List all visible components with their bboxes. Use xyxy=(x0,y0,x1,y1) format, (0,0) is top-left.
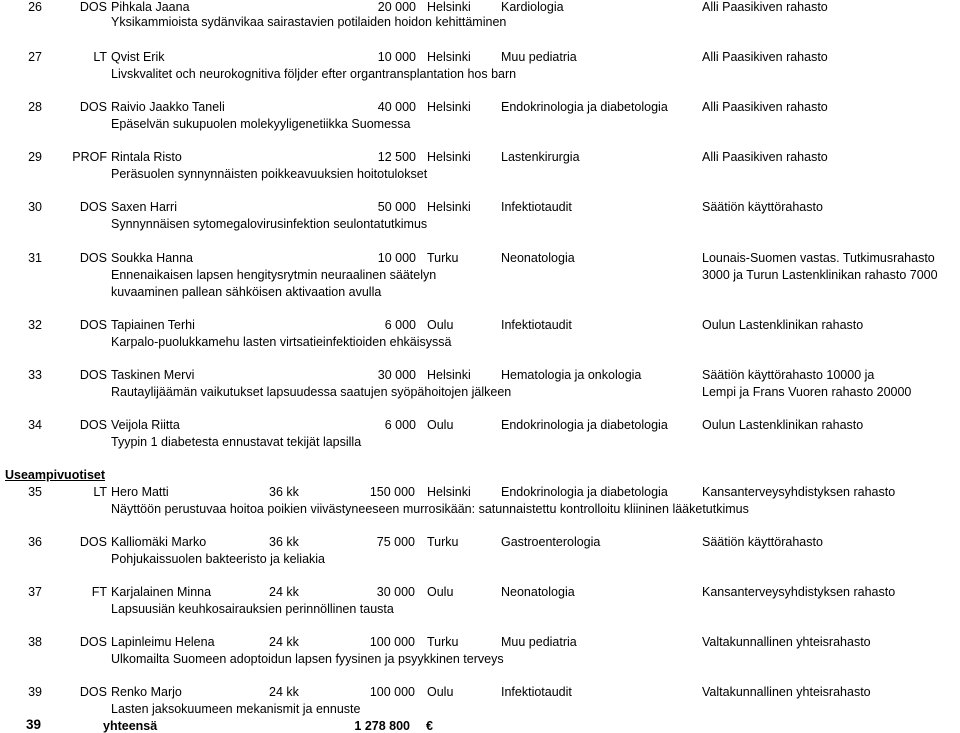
row-topic-continued: kuvaaminen pallean sähköisen aktivaation avulla xyxy=(111,285,382,299)
row-fund: Kansanterveysyhdistyksen rahasto xyxy=(702,485,896,499)
row-name: Veijola Riitta xyxy=(111,418,180,432)
row-duration: 24 kk xyxy=(269,585,299,599)
row-number: 26 xyxy=(28,0,42,14)
row-amount: 50 000 xyxy=(377,200,416,214)
row-fund: Säätiön käyttörahasto xyxy=(702,535,823,549)
total-amount: 1 278 800 xyxy=(354,719,410,733)
row-fund: Säätiön käyttörahasto 10000 ja xyxy=(702,368,875,382)
row-amount: 30 000 xyxy=(377,368,416,382)
row-amount: 30 000 xyxy=(376,585,415,599)
row-title: DOS xyxy=(79,368,107,382)
row-city: Helsinki xyxy=(427,200,471,214)
row-amount: 100 000 xyxy=(369,685,415,699)
row-name: Saxen Harri xyxy=(111,200,177,214)
row-fund: Valtakunnallinen yhteisrahasto xyxy=(702,685,871,699)
row-city: Helsinki xyxy=(427,0,471,14)
row-fund: Alli Paasikiven rahasto xyxy=(702,150,828,164)
row-title: FT xyxy=(91,585,107,599)
row-number: 29 xyxy=(28,150,42,164)
row-title: DOS xyxy=(79,685,107,699)
row-title: DOS xyxy=(79,418,107,432)
row-topic: Lapsuusiän keuhkosairauksien perinnöllinen tausta xyxy=(111,602,394,616)
row-city: Helsinki xyxy=(427,150,471,164)
row-field: Infektiotaudit xyxy=(501,318,572,332)
row-number: 30 xyxy=(28,200,42,214)
row-city: Turku xyxy=(427,251,459,265)
row-topic: Rautaylijäämän vaikutukset lapsuudessa saatujen syöpähoitojen jälkeen xyxy=(111,385,512,399)
row-title: LT xyxy=(93,485,107,499)
row-topic: Pohjukaissuolen bakteeristo ja keliakia xyxy=(111,552,326,566)
row-number: 37 xyxy=(28,585,42,599)
row-topic: Lasten jaksokuumeen mekanismit ja ennuste xyxy=(111,702,361,716)
row-field: Infektiotaudit xyxy=(501,685,572,699)
row-number: 35 xyxy=(28,485,42,499)
row-topic: Tyypin 1 diabetesta ennustavat tekijät lapsilla xyxy=(111,435,362,449)
row-name: Raivio Jaakko Taneli xyxy=(111,100,225,114)
row-fund: Alli Paasikiven rahasto xyxy=(702,0,828,14)
row-topic: Näyttöön perustuvaa hoitoa poikien viivästyneeseen murrosikään: satunnaistettu kontrolloitu kliininen lääketutkimus xyxy=(111,502,749,516)
row-city: Helsinki xyxy=(427,368,471,382)
row-city: Turku xyxy=(427,635,459,649)
row-number: 31 xyxy=(28,251,42,265)
row-fund-continued: Lempi ja Frans Vuoren rahasto 20000 xyxy=(702,385,912,399)
row-duration: 24 kk xyxy=(269,685,299,699)
row-amount: 100 000 xyxy=(369,635,415,649)
row-name: Lapinleimu Helena xyxy=(111,635,215,649)
row-city: Helsinki xyxy=(427,50,471,64)
row-amount: 10 000 xyxy=(377,50,416,64)
row-title: DOS xyxy=(79,100,107,114)
total-label: yhteensä xyxy=(103,719,158,733)
row-name: Karjalainen Minna xyxy=(111,585,212,599)
row-title: PROF xyxy=(72,150,107,164)
row-amount: 75 000 xyxy=(376,535,415,549)
row-topic: Peräsuolen synnynnäisten poikkeavuuksien hoitotulokset xyxy=(111,167,428,181)
row-topic: Livskvalitet och neurokognitiva följder efter organtransplantation hos barn xyxy=(111,67,517,81)
row-field: Gastroenterologia xyxy=(501,535,601,549)
section-heading: Useampivuotiset xyxy=(5,468,106,482)
row-field: Kardiologia xyxy=(501,0,564,14)
row-city: Oulu xyxy=(427,418,454,432)
row-name: Taskinen Mervi xyxy=(111,368,195,382)
row-topic: Synnynnäisen sytomegalovirusinfektion seulontatutkimus xyxy=(111,217,428,231)
row-name: Rintala Risto xyxy=(111,150,182,164)
row-name: Renko Marjo xyxy=(111,685,182,699)
row-field: Muu pediatria xyxy=(501,635,577,649)
row-field: Infektiotaudit xyxy=(501,200,572,214)
row-field: Lastenkirurgia xyxy=(501,150,580,164)
row-fund: Kansanterveysyhdistyksen rahasto xyxy=(702,585,896,599)
row-amount: 6 000 xyxy=(384,418,416,432)
row-duration: 36 kk xyxy=(269,535,299,549)
row-fund: Säätiön käyttörahasto xyxy=(702,200,823,214)
row-topic: Yksikammioista sydänvikaa sairastavien potilaiden hoidon kehittäminen xyxy=(111,15,507,29)
row-field: Endokrinologia ja diabetologia xyxy=(501,485,668,499)
row-duration: 24 kk xyxy=(269,635,299,649)
row-number: 27 xyxy=(28,50,42,64)
row-title: DOS xyxy=(79,635,107,649)
row-amount: 40 000 xyxy=(377,100,416,114)
row-name: Kalliomäki Marko xyxy=(111,535,207,549)
row-field: Neonatologia xyxy=(501,251,575,265)
row-number: 36 xyxy=(28,535,42,549)
row-amount: 12 500 xyxy=(377,150,416,164)
row-field: Neonatologia xyxy=(501,585,575,599)
row-topic: Ennenaikaisen lapsen hengitysrytmin neuraalinen säätelyn xyxy=(111,268,437,282)
row-city: Oulu xyxy=(427,685,454,699)
row-title: DOS xyxy=(79,200,107,214)
row-topic: Epäselvän sukupuolen molekyyligenetiikka Suomessa xyxy=(111,117,411,131)
row-title: DOS xyxy=(79,535,107,549)
row-fund: Alli Paasikiven rahasto xyxy=(702,100,828,114)
row-topic: Ulkomailta Suomeen adoptoidun lapsen fyysinen ja psyykkinen terveys xyxy=(111,652,504,666)
row-topic: Karpalo-puolukkamehu lasten virtsatieinfektioiden ehkäisyssä xyxy=(111,335,452,349)
row-fund: Oulun Lastenklinikan rahasto xyxy=(702,318,864,332)
row-duration: 36 kk xyxy=(269,485,299,499)
total-count: 39 xyxy=(26,717,42,732)
row-amount: 10 000 xyxy=(377,251,416,265)
row-number: 39 xyxy=(28,685,42,699)
total-currency: € xyxy=(426,719,433,733)
row-fund: Oulun Lastenklinikan rahasto xyxy=(702,418,864,432)
row-fund: Lounais-Suomen vastas. Tutkimusrahasto xyxy=(702,251,935,265)
row-name: Pihkala Jaana xyxy=(111,0,190,14)
row-number: 28 xyxy=(28,100,42,114)
row-city: Oulu xyxy=(427,585,454,599)
row-title: LT xyxy=(93,50,107,64)
row-number: 33 xyxy=(28,368,42,382)
row-amount: 20 000 xyxy=(377,0,416,14)
row-name: Soukka Hanna xyxy=(111,251,194,265)
row-number: 34 xyxy=(28,418,42,432)
row-city: Helsinki xyxy=(427,485,471,499)
row-fund-continued: 3000 ja Turun Lastenklinikan rahasto 7000 xyxy=(702,268,938,282)
row-field: Endokrinologia ja diabetologia xyxy=(501,418,668,432)
row-name: Qvist Erik xyxy=(111,50,165,64)
row-field: Muu pediatria xyxy=(501,50,577,64)
row-name: Tapiainen Terhi xyxy=(111,318,195,332)
row-fund: Alli Paasikiven rahasto xyxy=(702,50,828,64)
row-field: Hematologia ja onkologia xyxy=(501,368,642,382)
row-city: Turku xyxy=(427,535,459,549)
row-title: DOS xyxy=(79,251,107,265)
row-amount: 6 000 xyxy=(384,318,416,332)
row-city: Helsinki xyxy=(427,100,471,114)
row-title: DOS xyxy=(79,0,107,14)
row-city: Oulu xyxy=(427,318,454,332)
row-name: Hero Matti xyxy=(111,485,169,499)
row-amount: 150 000 xyxy=(369,485,415,499)
row-number: 32 xyxy=(28,318,42,332)
row-fund: Valtakunnallinen yhteisrahasto xyxy=(702,635,871,649)
row-number: 38 xyxy=(28,635,42,649)
row-field: Endokrinologia ja diabetologia xyxy=(501,100,668,114)
row-title: DOS xyxy=(79,318,107,332)
